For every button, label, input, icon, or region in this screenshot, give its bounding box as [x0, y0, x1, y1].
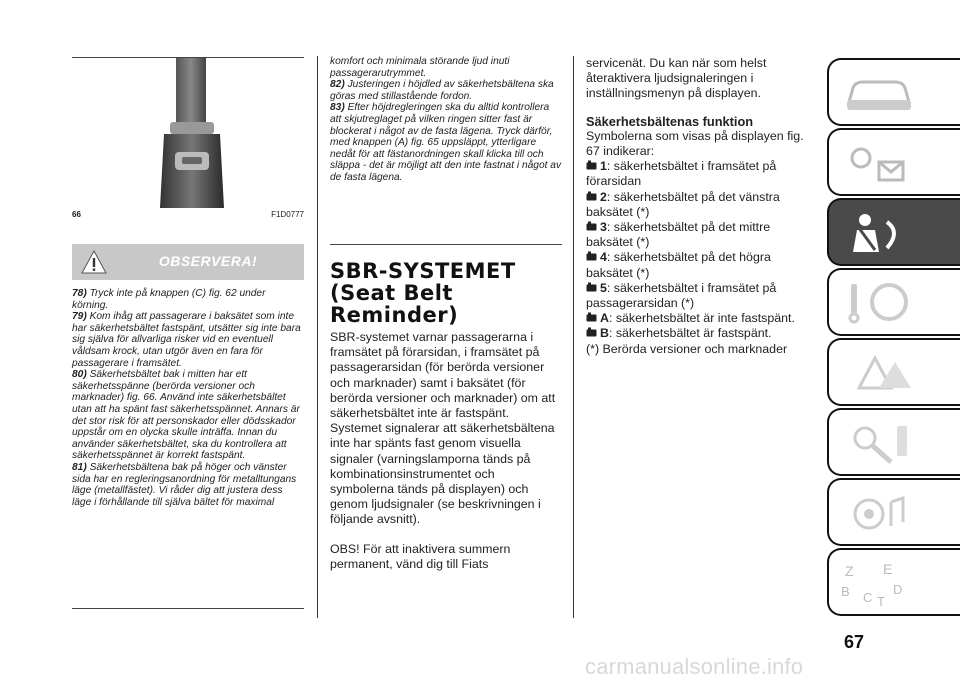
emergency-triangle-icon [839, 348, 929, 398]
tab-letter: E [883, 561, 893, 577]
indicator-key: 1 [600, 159, 607, 174]
note-body [72, 288, 304, 508]
indicator-key: B [600, 326, 609, 341]
indicator-item [586, 159, 818, 189]
column3-body [586, 56, 818, 357]
indicator-item [586, 326, 818, 341]
watermark: carmanualsonline.info [585, 654, 804, 679]
column-divider [573, 56, 574, 618]
seatbelt-indicator-icon [586, 312, 597, 323]
indicator-item [586, 281, 818, 311]
note-continued [330, 56, 562, 184]
note-paragraph: 80) Säkerhetsbältet bak i mitten har ett säkerhetsspänne (berörda versioner och marknader) fig. 66. Använd inte säkerhetsbältet utan att ha spänt fast säkerhetsspännet. Annars är det stor risk för att personskador eller dödsskador uppstår om en olycka skulle inträffa. Innan du använder säkerhetsbältet, ska du kontrollera att säkerhetsspännet är korrekt fastspänt. [72, 369, 300, 462]
body-paragraph: servicenät. Du kan när som helst återaktivera ljudsignaleringen i inställningsmenyn på displayen. [586, 56, 767, 101]
tab-starting-driving[interactable] [827, 268, 960, 336]
tab-letter: D [893, 582, 903, 597]
key-steering-wheel-icon [839, 278, 929, 328]
indicator-text: : säkerhetsbältet på det högra baksätet (*) [586, 250, 771, 280]
figure-code: F1D0777 [271, 210, 304, 219]
tab-warning-lights[interactable] [827, 128, 960, 196]
note-paragraph: 81) Säkerhetsbältena bak på höger och vänster sida har en regleringsanordning för metalltungans läge (metallfästet). Vi råder dig att justera dess läge i förhållande till själva bältet för maximal [72, 461, 297, 508]
tab-safety[interactable] [827, 198, 960, 266]
seatbelt-indicator-icon [586, 327, 597, 338]
seatbelt-indicator-icon [586, 191, 597, 202]
seatbelt-indicator-icon [586, 282, 597, 293]
bottom-rule-col1 [72, 608, 304, 609]
indicator-list [586, 159, 818, 341]
note-paragraph: 82) Justeringen i höjdled av säkerhetsbältena ska göras med stillastående fordon. [330, 79, 554, 102]
indicator-text: : säkerhetsbältet på det mittre baksätet (*) [586, 220, 771, 250]
indicator-item [586, 190, 818, 220]
note-paragraph: 79) Kom ihåg att passagerare i baksätet som inte har säkerhetsbältet fastspänt, utsätter sig inte bara sig själva för allvarliga risker vid en eventuell våldsam krock, utan utgör även en fara för passagerare i framsätet. [72, 311, 301, 369]
note-title: OBSERVERA! [158, 253, 258, 269]
tab-letter: C [863, 590, 873, 605]
multimedia-icon [839, 488, 929, 538]
indicator-key: 3 [600, 220, 607, 235]
tab-letter: Z [845, 563, 854, 579]
section-body [330, 330, 562, 572]
seatbelt-buckle-figure [72, 58, 304, 208]
seatbelt-indicator-icon [586, 221, 597, 232]
car-icon [839, 68, 929, 118]
seatbelt-indicator-icon [586, 160, 597, 171]
note-paragraph: 78) Tryck inte på knappen (C) fig. 62 under körning. [72, 288, 266, 311]
body-paragraph: Systemet signalerar att säkerhetsbältena inte har spänts fast genom visuella signaler (varningslamporna tänds på kombinationsinstrumentet och symbolerna tänds på displayen) och genom ljudsignaler (se beskrivningen i följande avsnitt). [330, 421, 555, 527]
indicator-item [586, 311, 818, 326]
indicator-text: : säkerhetsbältet är inte fastspänt. [608, 311, 795, 326]
indicator-key: 2 [600, 189, 607, 204]
seatbelt-buckle-image [72, 58, 304, 208]
indicator-item [586, 220, 818, 250]
body-paragraph: SBR-systemet varnar passagerarna i framsätet på förarsidan, i framsätet på passagerarsidan (för berörda versioner och marknader) samt i baksätet (för berörda versioner och marknader) om att säkerhetsbältet inte är fastspänt. [330, 330, 556, 421]
seatbelt-airbag-icon [839, 208, 929, 258]
tab-multimedia[interactable] [827, 478, 960, 546]
tab-emergency[interactable] [827, 338, 960, 406]
tab-maintenance[interactable] [827, 408, 960, 476]
body-paragraph: OBS! För att inaktivera summern permanent, vänd dig till Fiats [330, 541, 511, 571]
indicator-key: 4 [600, 250, 607, 265]
body-paragraph: Symbolerna som visas på displayen fig. 67 indikerar: [586, 128, 804, 159]
index-letters-icon [839, 558, 929, 614]
figure-number: 66 [72, 210, 81, 219]
column-divider [317, 56, 318, 618]
indicator-text: : säkerhetsbältet i framsätet på passagerarsidan (*) [586, 280, 777, 311]
tab-car[interactable] [827, 58, 960, 126]
note-paragraph: komfort och minimala störande ljud inuti passagerarutrymmet. [330, 56, 510, 79]
indicator-text: : säkerhetsbältet i framsätet på förarsidan [586, 159, 777, 189]
indicator-key: A [600, 311, 609, 326]
note-header [72, 244, 304, 280]
indicator-item [586, 250, 818, 280]
note-paragraph: 83) Efter höjdregleringen ska du alltid kontrollera att skjutreglaget på vilken ringen sitter fast är blockerat i något av de fasta lägena. Tryck därför, med knappen (A) fig. 65 uppsläppt, ytterligare nedåt för att fästanordningen skall klicka till och släppa - det är möjligt att den inte fastnat i något av de fasta lägena. [330, 102, 562, 183]
page-number: 67 [844, 632, 865, 652]
tab-index[interactable] [827, 548, 960, 616]
indicator-text: : säkerhetsbältet på det vänstra baksätet (*) [586, 189, 780, 219]
seatbelt-indicator-icon [586, 251, 597, 262]
section-heading: SBR-SYSTEMET (Seat Belt Reminder) [330, 259, 516, 327]
tab-letter: T [877, 594, 885, 609]
note-box-bottom-rule [330, 244, 562, 245]
footnote: (*) Berörda versioner och marknader [586, 341, 788, 356]
indicator-text: : säkerhetsbältet är fastspänt. [608, 326, 772, 341]
service-wrench-icon [839, 418, 929, 468]
warning-triangle-icon [80, 248, 108, 276]
warning-lights-icon [839, 138, 929, 188]
tab-letter: B [841, 584, 850, 599]
subheading: Säkerhetsbältenas funktion [586, 113, 754, 129]
indicator-key: 5 [600, 280, 607, 295]
